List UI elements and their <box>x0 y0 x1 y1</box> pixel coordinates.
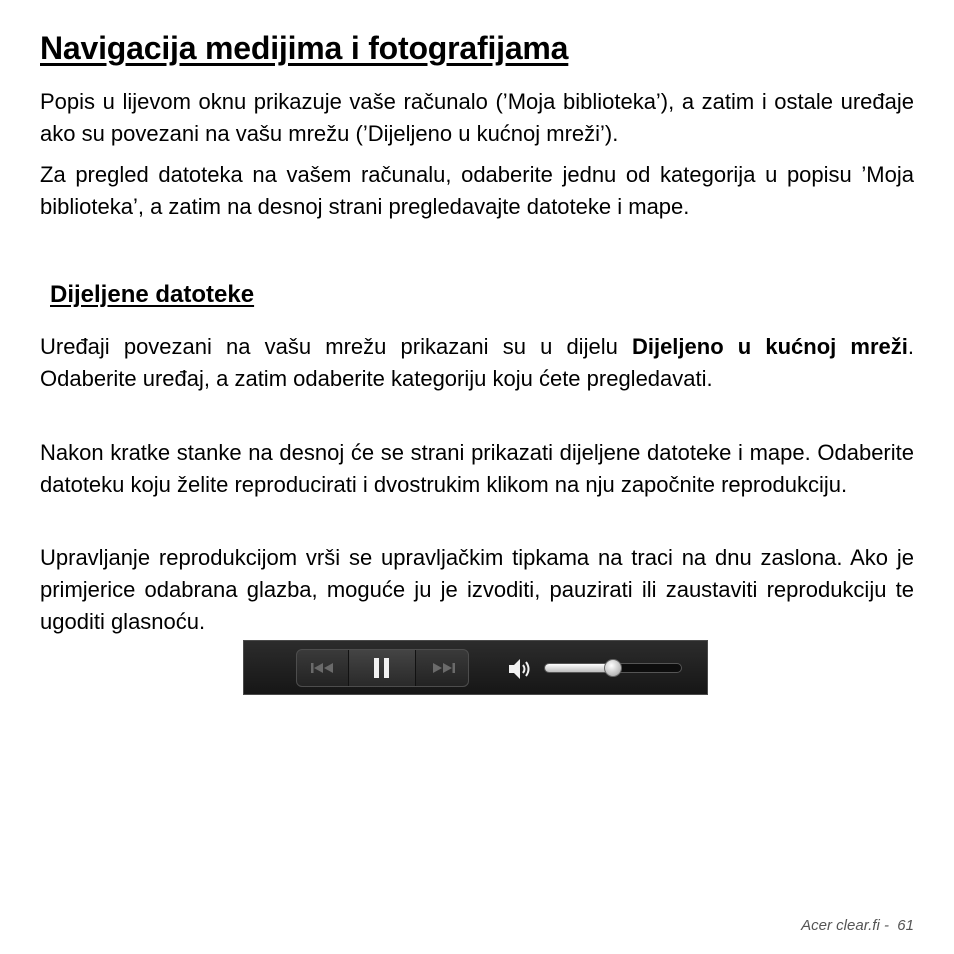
paragraph-browse-library: Za pregled datoteka na vašem računalu, odaberite jednu od kategorija u popisu ’Moja biblioteka’, a zatim na desnoj strani pregledavajte datoteke i mape. <box>40 162 914 219</box>
section-title: Dijeljene datoteke <box>50 281 255 308</box>
volume-fill <box>545 664 613 672</box>
volume-slider-handle[interactable] <box>604 659 622 677</box>
skip-previous-icon <box>310 661 336 675</box>
paragraph-shared-files: Nakon kratke stanke na desnoj će se strani prikazati dijeljene datoteke i mape. Odaberite datoteku koju želite reproducirati i dvostrukim klikom na nju započnite reprodukciju. <box>40 440 914 497</box>
bold-term: Dijeljeno u kućnoj mreži <box>631 334 908 359</box>
page-footer: Acer clear.fi - 61 <box>801 917 914 934</box>
skip-next-icon <box>430 661 456 675</box>
paragraph-shared-devices <box>40 331 914 395</box>
pause-icon <box>372 657 392 679</box>
page-title: Navigacija medijima i fotografijama <box>40 30 569 66</box>
volume-icon[interactable] <box>508 658 534 680</box>
paragraph-text: Uređaji povezani na vašu mrežu prikazani su u dijelu <box>40 334 632 359</box>
paragraph-text: . Odaberite uređaj, a zatim odaberite kategoriju koju ćete pregledavati. <box>40 334 914 391</box>
paragraph-library-overview: Popis u lijevom oknu prikazuje vaše računalo (’Moja biblioteka’), a zatim i ostale uređaje ako su povezani na vašu mrežu (’Dijeljeno u kućnoj mreži’). <box>40 89 914 146</box>
previous-button[interactable] <box>297 650 349 686</box>
pause-button[interactable] <box>349 650 416 686</box>
playback-button-group <box>296 649 469 687</box>
playback-control-bar <box>243 640 708 695</box>
next-button[interactable] <box>417 650 468 686</box>
paragraph-playback-control: Upravljanje reprodukcijom vrši se upravljačkim tipkama na traci na dnu zaslona. Ako je primjerice odabrana glazba, moguće ju je izvoditi, pauzirati ili zaustaviti reprodukciju te ugoditi glasnoću. <box>40 545 914 634</box>
